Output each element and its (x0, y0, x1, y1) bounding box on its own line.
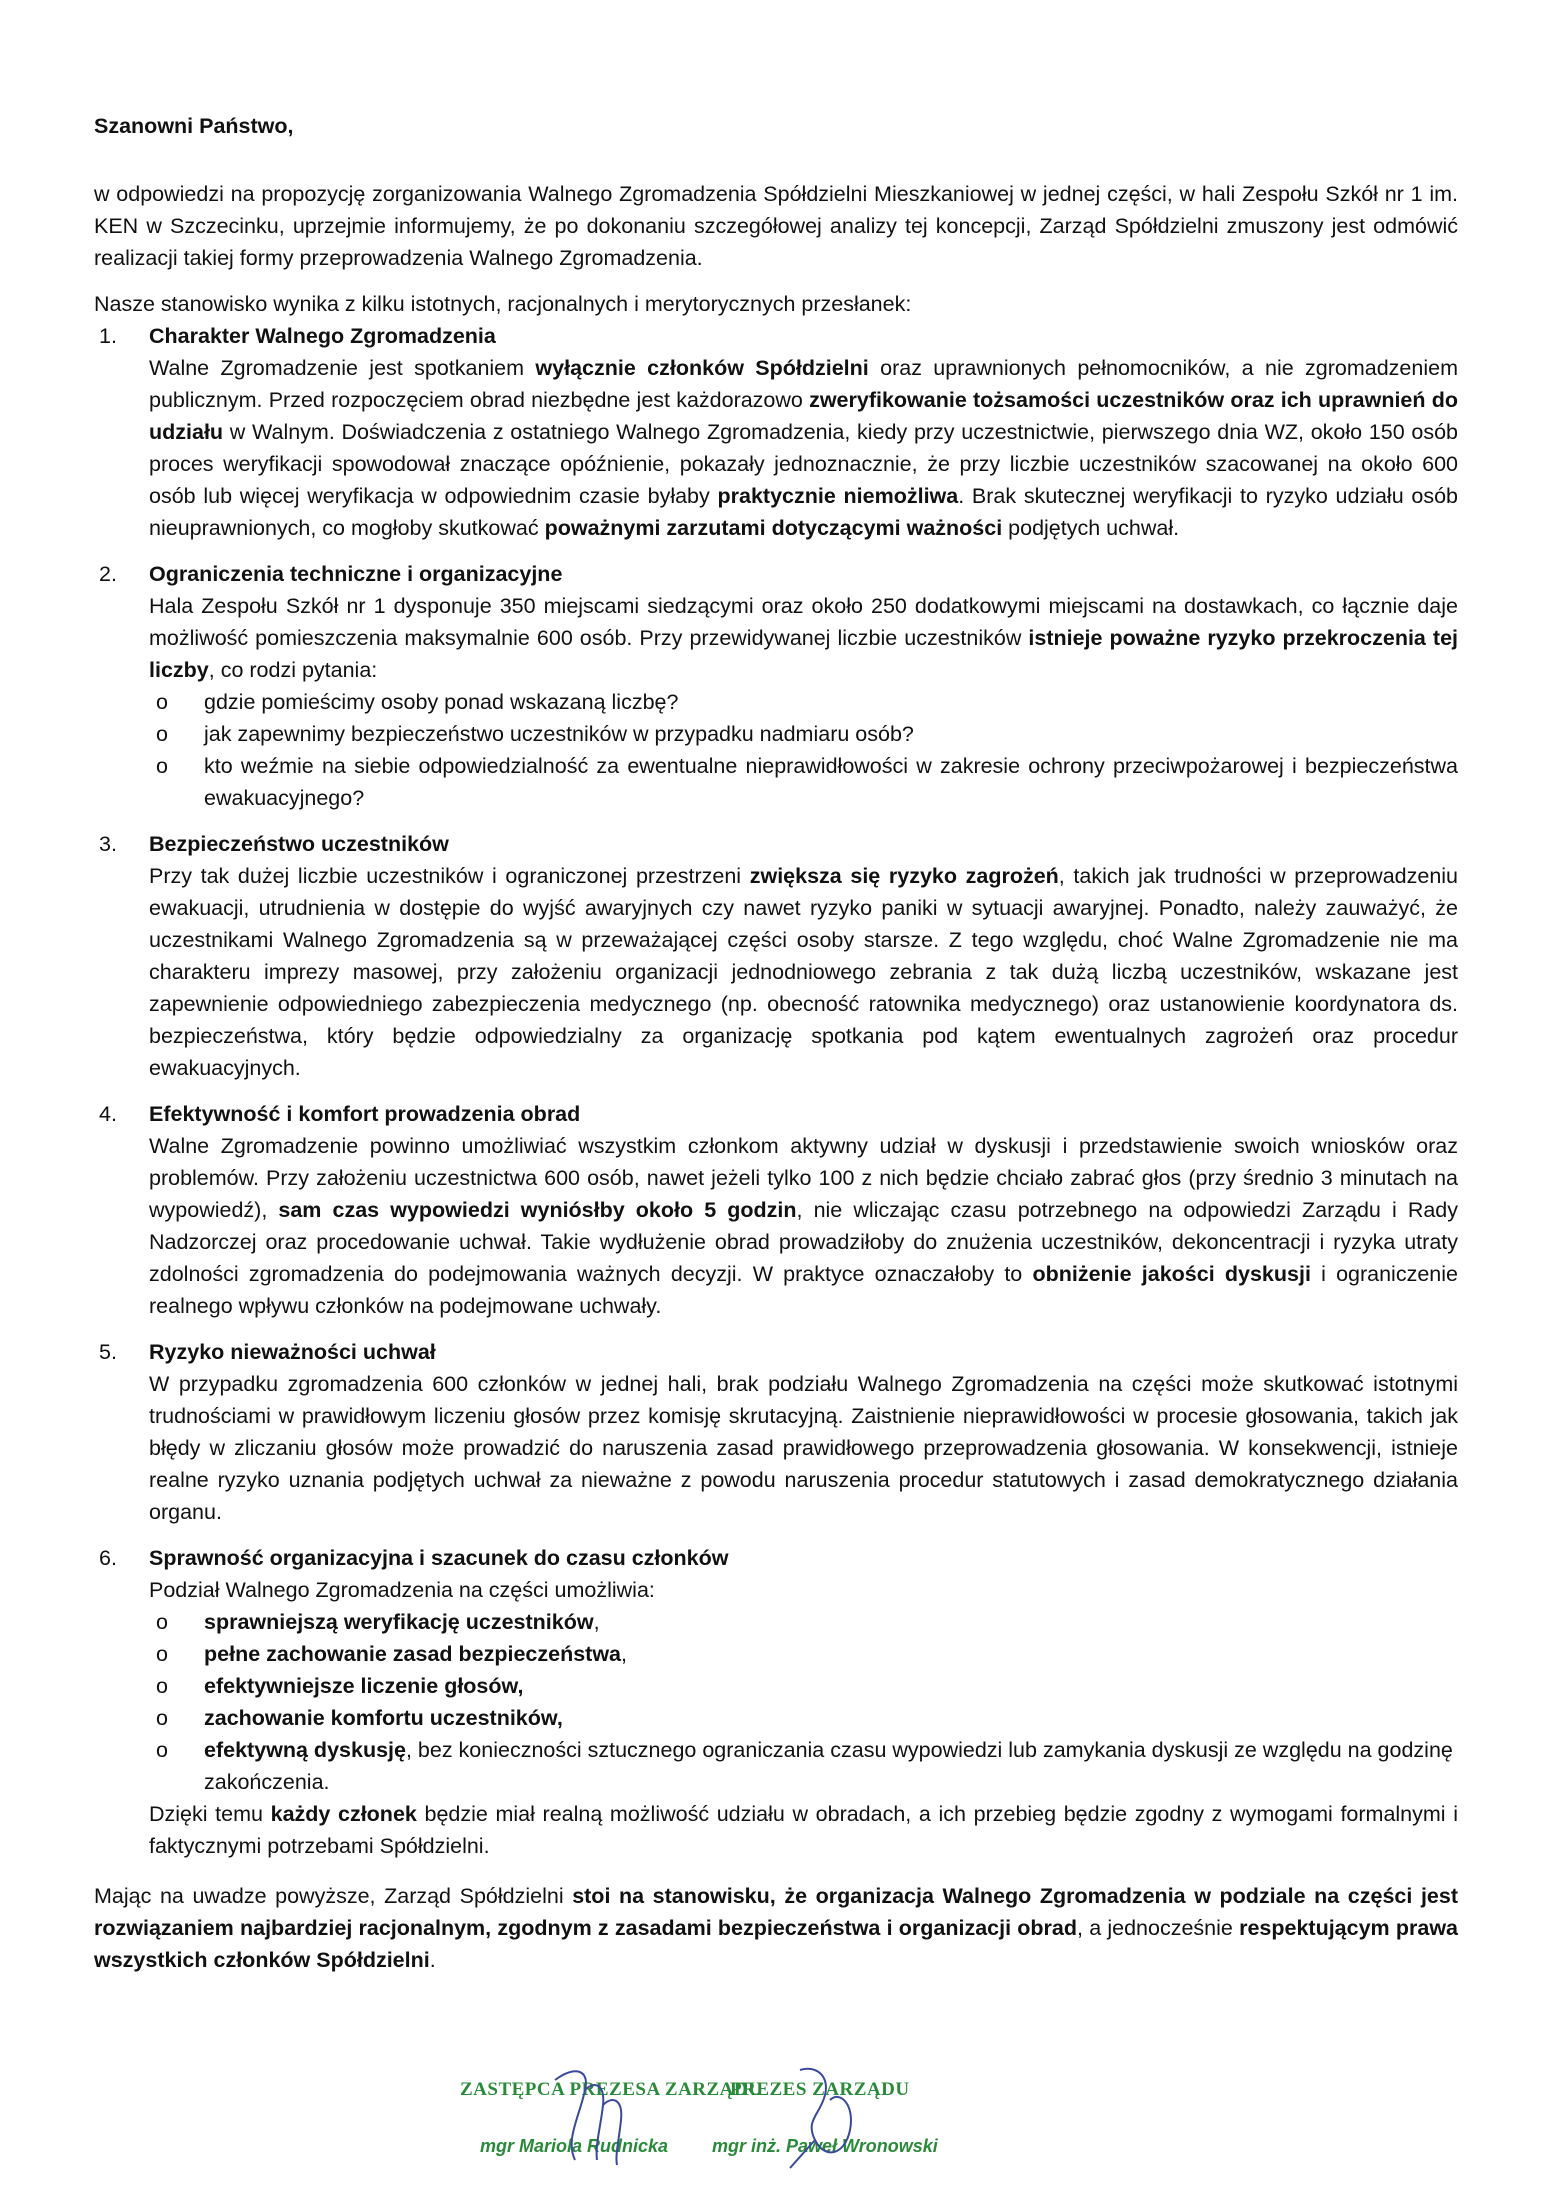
bullet-marker: o (156, 690, 168, 714)
reason-number: 6. (99, 1546, 117, 1570)
reason-number: 3. (99, 832, 117, 856)
bullet-marker: o (156, 754, 168, 778)
benefit-item (149, 1734, 1458, 1798)
reason-body: Walne Zgromadzenie jest spotkaniem wyłącznie członków Spółdzielni oraz uprawnionych pełnomocników, a nie zgromadzeniem publicznym. Przed rozpoczęciem obrad niezbędne jest każdorazowo zweryfikowanie tożsamości uczestników oraz ich uprawnień do udziału w Walnym. Doświadczenia z ostatniego Walnego Zgromadzenia, kiedy przy uczestnictwie, pierwszego dnia WZ, około 150 osób proces weryfikacji spowodował znaczące opóźnienie, pokazały jednoznacznie, że przy liczbie uczestników szacowanej na około 600 osób lub więcej weryfikacja w odpowiednim czasie byłaby praktycznie niemożliwa. Brak skutecznej weryfikacji to ryzyko udziału osób nieuprawnionych, co mogłoby skutkować poważnymi zarzutami dotyczącymi ważności podjętych uchwał. (149, 356, 1458, 540)
reason-number: 1. (99, 324, 117, 348)
reason-title: Sprawność organizacyjna i szacunek do czasu członków (149, 1546, 729, 1570)
right-handwritten-signature (770, 2060, 890, 2170)
closing-paragraph: Mając na uwadze powyższe, Zarząd Spółdzielni stoi na stanowisku, że organizacja Walnego Zgromadzenia w podziale na części jest rozwiązaniem najbardziej racjonalnym, zgodnym z zasadami bezpieczeństwa i organizacji obrad, a jednocześnie respektującym prawa wszystkich członków Spółdzielni. (94, 1884, 1459, 1972)
benefit-item (149, 1606, 1458, 1638)
signature-block (440, 2060, 1040, 2180)
benefit-text: pełne zachowanie zasad bezpieczeństwa, (204, 1642, 627, 1666)
reasons-lead: Nasze stanowisko wynika z kilku istotnych, racjonalnych i merytorycznych przesłanek: (94, 292, 912, 316)
reason-body: Hala Zespołu Szkół nr 1 dysponuje 350 miejscami siedzącymi oraz około 250 dodatkowymi miejscami na dostawkach, co łącznie daje możliwość pomieszczenia maksymalnie 600 osób. Przy przewidywanej liczbie uczestników istnieje poważne ryzyko przekroczenia tej liczby, co rodzi pytania: (149, 594, 1458, 682)
benefit-text: zachowanie komfortu uczestników, (204, 1706, 563, 1730)
reason-item (94, 1542, 1458, 1862)
question-item (149, 750, 1458, 814)
reason-item (94, 828, 1458, 1084)
right-stamp-name: mgr inż. Paweł Wronowski (712, 2136, 938, 2156)
reason-after: Dzięki temu każdy członek będzie miał realną możliwość udziału w obradach, a ich przebieg będzie zgodny z wymogami formalnymi i faktycznymi potrzebami Spółdzielni. (149, 1802, 1458, 1858)
reason-item (94, 320, 1458, 544)
letter-page (94, 110, 1458, 1976)
reasons-list (94, 320, 1458, 1862)
question-text: kto weźmie na siebie odpowiedzialność za ewentualne nieprawidłowości w zakresie ochrony przeciwpożarowej i bezpieczeństwa ewakuacyjnego? (204, 754, 1458, 810)
question-text: gdzie pomieścimy osoby ponad wskazaną liczbę? (204, 690, 679, 714)
reason-body: W przypadku zgromadzenia 600 członków w jednej hali, brak podziału Walnego Zgromadzenia na części może skutkować istotnymi trudnościami w prawidłowym liczeniu głosów przez komisję skrutacyjną. Zaistnienie nieprawidłowości w procesie głosowania, takich jak błędy w zliczaniu głosów może prowadzić do naruszenia zasad prawidłowego przeprowadzenia głosowania. W konsekwencji, istnieje realne ryzyko uznania podjętych uchwał za nieważne z powodu naruszenia procedur statutowych i zasad demokratycznego działania organu. (149, 1372, 1458, 1524)
reason-title: Charakter Walnego Zgromadzenia (149, 324, 496, 348)
benefit-list (149, 1606, 1458, 1798)
intro-paragraph: w odpowiedzi na propozycję zorganizowania Walnego Zgromadzenia Spółdzielni Mieszkaniowej w jednej części, w hali Zespołu Szkół nr 1 im. KEN w Szczecinku, uprzejmie informujemy, że po dokonaniu szczegółowej analizy tej koncepcji, Zarząd Spółdzielni zmuszony jest odmówić realizacji takiej formy przeprowadzenia Walnego Zgromadzenia. (94, 182, 1458, 270)
benefit-text: sprawniejszą weryfikację uczestników, (204, 1610, 600, 1634)
bullet-marker: o (156, 1706, 168, 1730)
reason-item (94, 1098, 1458, 1322)
bullet-marker: o (156, 1642, 168, 1666)
benefit-text: efektywną dyskusję, bez konieczności sztucznego ograniczania czasu wypowiedzi lub zamykania dyskusji ze względu na godzinę zakończenia. (204, 1738, 1453, 1794)
reason-title: Ograniczenia techniczne i organizacyjne (149, 562, 563, 586)
benefit-item (149, 1670, 1458, 1702)
greeting: Szanowni Państwo, (94, 114, 294, 138)
reason-item (94, 558, 1458, 814)
reason-title: Bezpieczeństwo uczestników (149, 832, 449, 856)
reason-item (94, 1336, 1458, 1528)
right-stamp-title: PREZES ZARZĄDU (730, 2079, 910, 2100)
reason-number: 4. (99, 1102, 117, 1126)
question-item (149, 686, 1458, 718)
reason-title: Ryzyko nieważności uchwał (149, 1340, 436, 1364)
bullet-marker: o (156, 1738, 168, 1762)
question-item (149, 718, 1458, 750)
reason-number: 2. (99, 562, 117, 586)
benefit-text: efektywniejsze liczenie głosów, (204, 1674, 524, 1698)
benefit-item (149, 1702, 1458, 1734)
bullet-marker: o (156, 1610, 168, 1634)
reason-body: Przy tak dużej liczbie uczestników i ograniczonej przestrzeni zwiększa się ryzyko zagrożeń, takich jak trudności w przeprowadzeniu ewakuacji, utrudnienia w dostępie do wyjść awaryjnych czy nawet ryzyko paniki w sytuacji awaryjnej. Ponadto, należy zauważyć, że uczestnikami Walnego Zgromadzenia są w przeważającej części osoby starsze. Z tego względu, choć Walne Zgromadzenie nie ma charakteru imprezy masowej, przy założeniu organizacji jednodniowego zebrania z tak dużą liczbą uczestników, wskazane jest zapewnienie odpowiedniego zabezpieczenia medycznego (np. obecność ratownika medycznego) oraz ustanowienie koordynatora ds. bezpieczeństwa, który będzie odpowiedzialny za organizację spotkania pod kątem ewentualnych zagrożeń oraz procedur ewakuacyjnych. (149, 864, 1459, 1080)
reason-title: Efektywność i komfort prowadzenia obrad (149, 1102, 581, 1126)
left-handwritten-signature (535, 2060, 655, 2170)
reason-body: Podział Walnego Zgromadzenia na części umożliwia: (149, 1578, 655, 1602)
question-list (149, 686, 1458, 814)
question-text: jak zapewnimy bezpieczeństwo uczestników w przypadku nadmiaru osób? (204, 722, 914, 746)
benefit-item (149, 1638, 1458, 1670)
bullet-marker: o (156, 722, 168, 746)
reason-number: 5. (99, 1340, 117, 1364)
bullet-marker: o (156, 1674, 168, 1698)
left-stamp-title: ZASTĘPCA PREZESA ZARZĄDU (460, 2079, 763, 2100)
left-stamp-name: mgr Mariola Rudnicka (480, 2136, 669, 2156)
reason-body: Walne Zgromadzenie powinno umożliwiać wszystkim członkom aktywny udział w dyskusji i przedstawienie swoich wniosków oraz problemów. Przy założeniu uczestnictwa 600 osób, nawet jeżeli tylko 100 z nich będzie chciało zabrać głos (przy średnio 3 minutach na wypowiedź), sam czas wypowiedzi wyniósłby około 5 godzin, nie wliczając czasu potrzebnego na odpowiedzi Zarządu i Rady Nadzorczej oraz procedowanie uchwał. Takie wydłużenie obrad prowadziłoby do znużenia uczestników, dekoncentracji i ryzyka utraty zdolności zgromadzenia do podejmowania ważnych decyzji. W praktyce oznaczałoby to obniżenie jakości dyskusji i ograniczenie realnego wpływu członków na podejmowane uchwały. (149, 1134, 1459, 1318)
